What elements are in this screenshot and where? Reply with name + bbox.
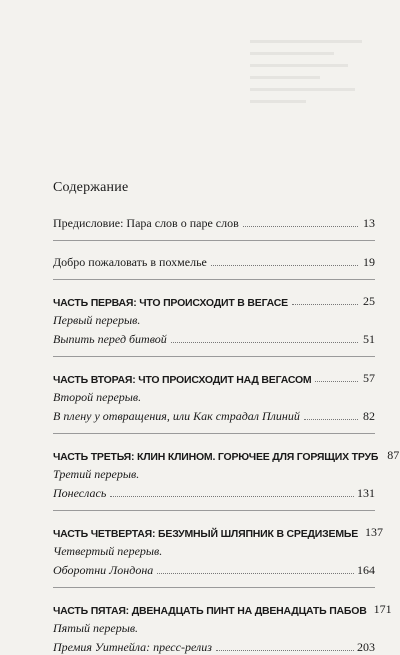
toc-page-number: 13 [363,216,375,230]
break-heading: Третий перерыв. [53,467,140,481]
divider [53,279,375,280]
divider [53,356,375,357]
divider [53,587,375,588]
leader-dots [304,418,358,420]
toc-page-number: 131 [357,486,375,500]
toc-part-1[interactable] [53,290,375,309]
divider [53,510,375,511]
toc-entry-label: Выпить перед битвой [53,332,167,346]
toc-title: Содержание [53,180,129,195]
toc-page-number: 57 [363,371,375,385]
toc-entry-label: Премия Уитнейла: пресс-релиз [53,640,212,654]
leader-dots [243,225,358,227]
break-heading: Четвертый перерыв. [53,544,163,558]
toc-entry[interactable] [53,405,375,424]
leader-dots [216,649,354,651]
break-heading: Второй перерыв. [53,390,142,404]
part-title: ЧАСТЬ ПЯТАЯ: ДВЕНАДЦАТЬ ПИНТ НА ДВЕНАДЦАТЬ ПАБОВ [53,605,367,617]
toc-part-3[interactable] [53,444,400,463]
toc-page-number: 164 [357,563,375,577]
toc-page-number: 137 [365,525,384,539]
leader-dots [110,495,354,497]
leader-dots [171,341,358,343]
toc-part-4[interactable] [53,521,384,540]
divider [53,433,375,434]
toc-entry-label: Предисловие: Пара слов о паре слов [53,216,239,230]
toc-entry[interactable] [53,482,375,501]
toc-entry-welcome[interactable] [53,251,375,270]
divider [53,240,375,241]
leader-dots [157,572,354,574]
part-title: ЧАСТЬ ПЕРВАЯ: ЧТО ПРОИСХОДИТ В ВЕГАСЕ [53,297,288,309]
toc-entry[interactable] [53,328,375,347]
toc-page-number: 19 [363,255,375,269]
toc-page-number: 82 [363,409,375,423]
toc-entry[interactable] [53,636,375,655]
break-heading: Пятый перерыв. [53,621,139,635]
toc-part-5[interactable] [53,598,392,617]
toc-entry-label: Понеслась [53,486,107,500]
toc-entry[interactable] [53,559,375,578]
table-of-contents [53,180,400,655]
part-title: ЧАСТЬ ТРЕТЬЯ: КЛИН КЛИНОМ. ГОРЮЧЕЕ ДЛЯ ГОРЯЩИХ ТРУБ [53,451,379,463]
toc-page-number: 87 [387,448,400,462]
leader-dots [211,264,358,266]
leader-dots [292,303,358,305]
break-heading: Первый перерыв. [53,313,141,327]
toc-part-2[interactable] [53,367,375,386]
toc-page-number: 171 [373,602,392,616]
toc-entry-label: В плену у отвращения, или Как страдал Плиний [53,409,300,423]
toc-entry-label: Добро пожаловать в похмелье [53,255,207,269]
toc-page-number: 51 [363,332,375,346]
part-title: ЧАСТЬ ЧЕТВЕРТАЯ: БЕЗУМНЫЙ ШЛЯПНИК В СРЕДИЗЕМЬЕ [53,528,359,540]
toc-entry-label: Оборотни Лондона [53,563,154,577]
part-title: ЧАСТЬ ВТОРАЯ: ЧТО ПРОИСХОДИТ НАД ВЕГАСОМ [53,374,312,386]
leader-dots [315,380,358,382]
toc-entry-preface[interactable] [53,212,375,231]
toc-page-number: 25 [363,294,375,308]
toc-page-number: 203 [357,640,375,654]
